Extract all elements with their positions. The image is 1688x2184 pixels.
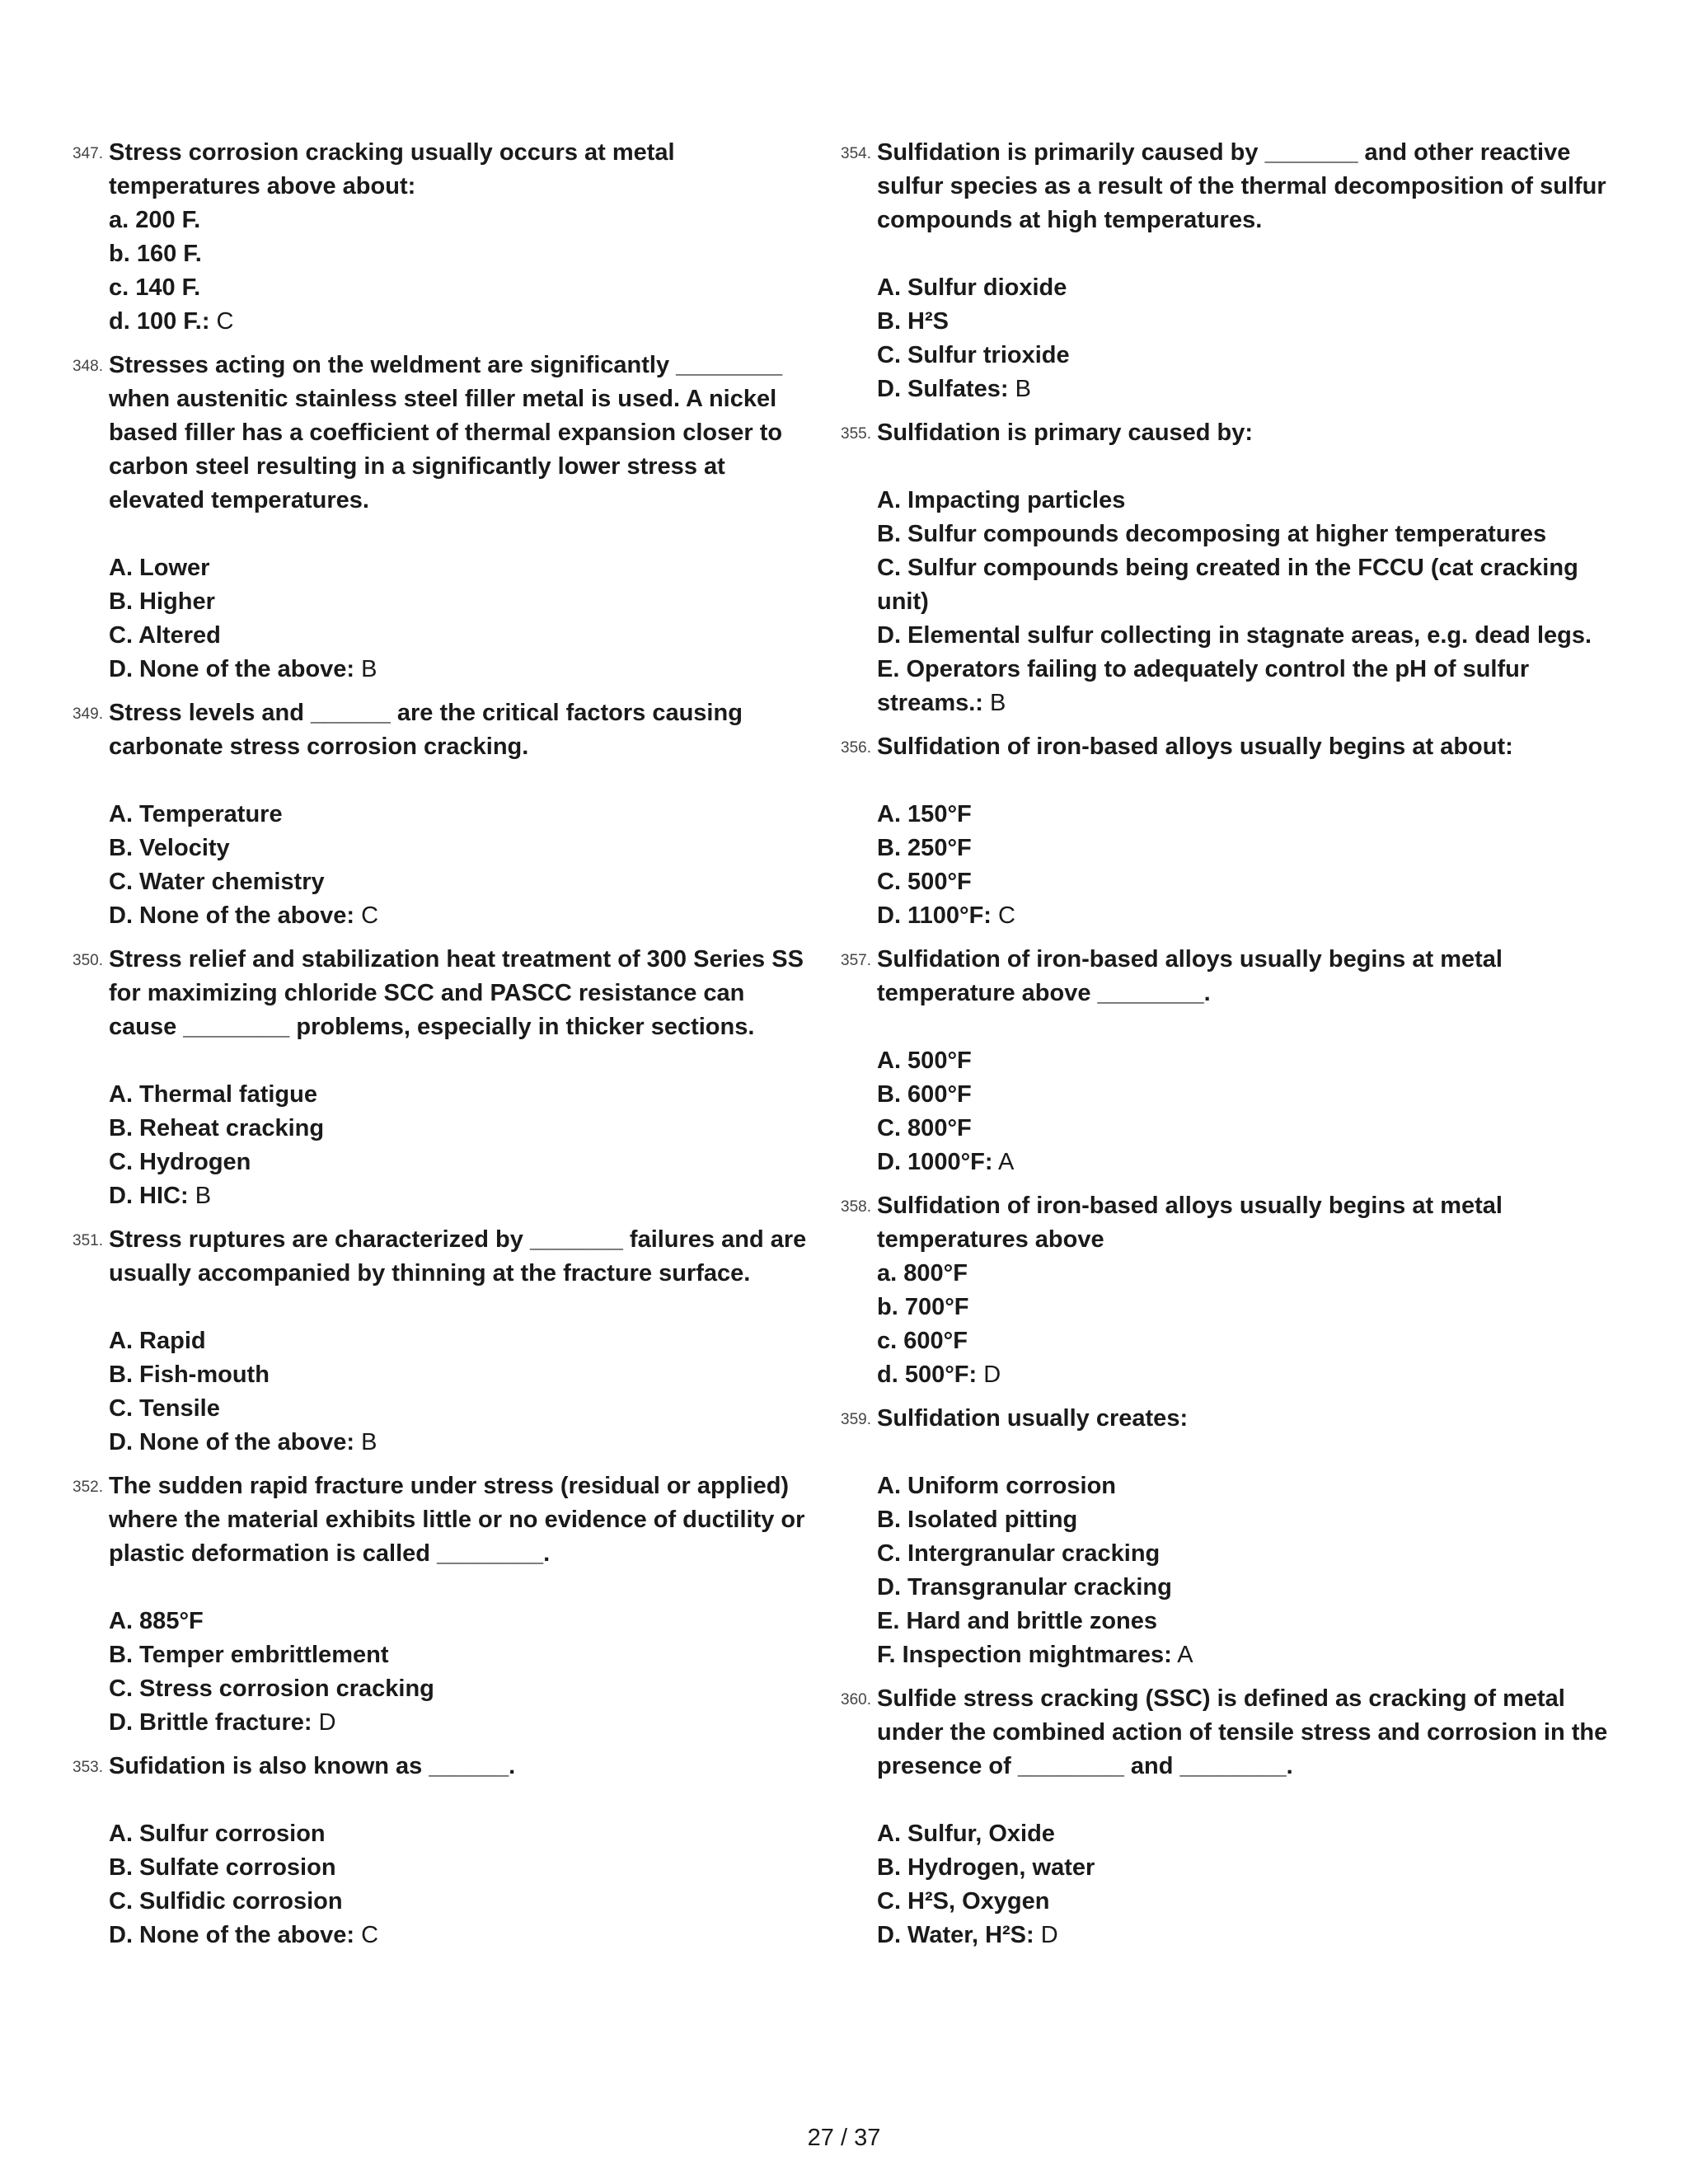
question-number: 359.	[841, 1411, 871, 1428]
option-label: C. Stress corrosion cracking	[109, 1675, 434, 1702]
option-label: A. Uniform corrosion	[877, 1473, 1117, 1499]
question-number: 360.	[841, 1691, 871, 1708]
answer-option	[877, 899, 1615, 933]
option-label: B. Reheat cracking	[109, 1115, 325, 1141]
answer-option	[877, 798, 1615, 832]
option-label: D. Brittle fracture:	[109, 1709, 312, 1736]
correct-answer: D	[977, 1361, 1001, 1388]
option-label: D. 1100°F:	[877, 902, 992, 929]
correct-answer: A	[992, 1149, 1015, 1175]
question-item	[841, 136, 1615, 406]
question-number: 355.	[841, 425, 871, 443]
answer-options	[841, 1817, 1615, 1952]
answer-option	[877, 1358, 1615, 1392]
correct-answer: C	[991, 902, 1015, 929]
question-text: Stress corrosion cracking usually occurs at metal temperatures above about:	[109, 139, 675, 199]
answer-option	[877, 1851, 1615, 1885]
answer-option	[109, 832, 814, 865]
question-text: Sulfide stress cracking (SSC) is defined as cracking of metal under the combined action of tensile stress and corrosion in the presence of ________ and ________.	[877, 1685, 1608, 1779]
option-label: A. 885°F	[109, 1608, 204, 1634]
question-text: Sulfidation usually creates:	[877, 1405, 1189, 1432]
correct-answer: D	[312, 1709, 336, 1736]
question-text: Sulfidation of iron-based alloys usually begins at metal temperatures above	[877, 1193, 1503, 1253]
answer-option	[877, 373, 1615, 406]
answer-option	[877, 1817, 1615, 1851]
option-label: E. Operators failing to adequately control the pH of sulfur streams.:	[877, 656, 1530, 716]
question-stem	[841, 1402, 1615, 1436]
answer-option	[877, 653, 1615, 720]
option-label: a. 200 F.	[109, 207, 201, 233]
question-number: 353.	[73, 1759, 103, 1776]
option-label: A. Rapid	[109, 1328, 206, 1354]
question-stem	[841, 1189, 1615, 1257]
question-text: Stresses acting on the weldment are significantly ________ when austenitic stainless steel filler metal is used. A nickel based filler has a coefficient of thermal expansion closer to carbon steel resulting in a significantly lower stress at elevated temperatures.	[109, 352, 783, 513]
option-label: D. Transgranular cracking	[877, 1574, 1172, 1601]
question-item	[73, 136, 814, 339]
question-stem	[73, 136, 814, 204]
answer-option	[877, 1537, 1615, 1571]
right-column	[841, 136, 1615, 1962]
question-number: 356.	[841, 739, 871, 757]
option-label: D. HIC:	[109, 1183, 189, 1209]
answer-option	[877, 1291, 1615, 1324]
answer-options	[73, 1324, 814, 1460]
question-number: 348.	[73, 358, 103, 375]
question-stem	[73, 1223, 814, 1291]
answer-option	[877, 484, 1615, 518]
question-number: 358.	[841, 1198, 871, 1216]
answer-option	[877, 518, 1615, 551]
question-item	[841, 1189, 1615, 1392]
answer-option	[109, 798, 814, 832]
question-text: Sufidation is also known as ______.	[109, 1753, 516, 1779]
answer-option	[877, 1112, 1615, 1146]
left-column	[73, 136, 814, 1962]
answer-option	[877, 619, 1615, 653]
correct-answer: B	[354, 656, 377, 682]
answer-option	[877, 339, 1615, 373]
answer-option	[109, 1179, 814, 1213]
option-label: D. 1000°F:	[877, 1149, 993, 1175]
question-item	[73, 943, 814, 1213]
option-label: c. 600°F	[877, 1328, 968, 1354]
question-number: 351.	[73, 1232, 103, 1249]
correct-answer: C	[354, 902, 379, 929]
question-number: 349.	[73, 705, 103, 723]
question-item	[841, 943, 1615, 1179]
answer-option	[877, 1469, 1615, 1503]
correct-answer: C	[209, 308, 234, 335]
question-text: Sulfidation is primary caused by:	[877, 419, 1254, 446]
option-label: B. Higher	[109, 588, 215, 615]
answer-options	[73, 551, 814, 687]
correct-answer: B	[188, 1183, 212, 1209]
answer-option	[877, 1503, 1615, 1537]
answer-option	[109, 1672, 814, 1706]
question-stem	[841, 136, 1615, 237]
option-label: A. Lower	[109, 555, 210, 581]
question-item	[73, 1223, 814, 1460]
question-item	[73, 1469, 814, 1740]
answer-options	[73, 204, 814, 339]
answer-options	[841, 484, 1615, 720]
answer-option	[109, 1392, 814, 1426]
option-label: B. Temper embrittlement	[109, 1642, 389, 1668]
question-text: Sulfidation of iron-based alloys usually begins at metal temperature above ________.	[877, 946, 1503, 1006]
answer-option	[109, 865, 814, 899]
option-label: b. 160 F.	[109, 241, 202, 267]
answer-option	[877, 551, 1615, 619]
question-number: 354.	[841, 145, 871, 162]
option-label: B. H²S	[877, 308, 949, 335]
answer-option	[109, 1078, 814, 1112]
option-label: A. Sulfur corrosion	[109, 1821, 326, 1847]
correct-answer: B	[354, 1429, 377, 1455]
answer-option	[109, 1605, 814, 1638]
answer-options	[73, 1817, 814, 1952]
question-text: Sulfidation is primarily caused by _______ and other reactive sulfur species as a result of the thermal decomposition of sulfur compounds at high temperatures.	[877, 139, 1606, 233]
answer-option	[877, 1078, 1615, 1112]
answer-options	[73, 1605, 814, 1740]
answer-option	[109, 1426, 814, 1460]
answer-options	[841, 1044, 1615, 1179]
question-item	[73, 1750, 814, 1952]
option-label: d. 500°F:	[877, 1361, 978, 1388]
answer-option	[877, 1324, 1615, 1358]
question-item	[841, 1682, 1615, 1952]
question-text: Stress levels and ______ are the critical factors causing carbonate stress corrosion cracking.	[109, 700, 743, 760]
answer-options	[841, 271, 1615, 406]
answer-option	[877, 1638, 1615, 1672]
option-label: C. Sulfur trioxide	[877, 342, 1070, 368]
question-text: Stress relief and stabilization heat treatment of 300 Series SS for maximizing chloride SCC and PASCC resistance can cause ________ problems, especially in thicker sections.	[109, 946, 804, 1040]
correct-answer: C	[354, 1922, 379, 1948]
question-stem	[73, 943, 814, 1044]
answer-option	[877, 1571, 1615, 1605]
answer-option	[109, 1706, 814, 1740]
option-label: B. Velocity	[109, 835, 230, 861]
correct-answer: A	[1171, 1642, 1193, 1668]
answer-option	[109, 585, 814, 619]
option-label: c. 140 F.	[109, 274, 201, 301]
answer-option	[877, 305, 1615, 339]
option-label: C. Sulfidic corrosion	[109, 1888, 343, 1915]
answer-options	[841, 1469, 1615, 1672]
answer-option	[109, 653, 814, 687]
option-label: C. Sulfur compounds being created in the FCCU (cat cracking unit)	[877, 555, 1578, 615]
answer-option	[877, 1605, 1615, 1638]
option-label: A. Impacting particles	[877, 487, 1126, 513]
option-label: D. None of the above:	[109, 902, 355, 929]
option-label: B. 600°F	[877, 1081, 972, 1108]
option-label: C. Tensile	[109, 1395, 220, 1422]
question-item	[73, 696, 814, 933]
question-stem	[73, 1469, 814, 1571]
option-label: B. Sulfate corrosion	[109, 1854, 336, 1881]
option-label: B. Hydrogen, water	[877, 1854, 1095, 1881]
question-text: The sudden rapid fracture under stress (residual or applied) where the material exhibits little or no evidence of ductility or plastic deformation is called ________.	[109, 1473, 805, 1567]
option-label: D. None of the above:	[109, 656, 355, 682]
question-number: 347.	[73, 145, 103, 162]
question-number: 357.	[841, 952, 871, 969]
option-label: C. 500°F	[877, 869, 972, 895]
question-stem	[841, 943, 1615, 1010]
answer-option	[109, 1638, 814, 1672]
answer-option	[109, 1146, 814, 1179]
question-stem	[841, 416, 1615, 450]
answer-option	[877, 1146, 1615, 1179]
question-item	[841, 416, 1615, 720]
answer-option	[877, 1044, 1615, 1078]
answer-option	[109, 551, 814, 585]
answer-option	[109, 619, 814, 653]
answer-option	[109, 237, 814, 271]
question-number: 350.	[73, 952, 103, 969]
answer-option	[877, 865, 1615, 899]
option-label: D. Sulfates:	[877, 376, 1009, 402]
option-label: A. 150°F	[877, 801, 972, 827]
question-number: 352.	[73, 1479, 103, 1496]
option-label: B. Fish-mouth	[109, 1361, 270, 1388]
answer-option	[877, 1919, 1615, 1952]
answer-options	[841, 1257, 1615, 1392]
page-number: 27 / 37	[807, 2125, 881, 2151]
question-stem	[73, 696, 814, 764]
answer-option	[109, 271, 814, 305]
answer-option	[109, 1919, 814, 1952]
option-label: C. 800°F	[877, 1115, 972, 1141]
option-label: A. Temperature	[109, 801, 283, 827]
option-label: D. Elemental sulfur collecting in stagnate areas, e.g. dead legs.	[877, 622, 1592, 649]
option-label: F. Inspection mightmares:	[877, 1642, 1172, 1668]
question-text: Sulfidation of iron-based alloys usually begins at about:	[877, 733, 1513, 760]
option-label: a. 800°F	[877, 1260, 968, 1286]
answer-options	[841, 798, 1615, 933]
answer-option	[109, 1358, 814, 1392]
question-item	[841, 1402, 1615, 1672]
option-label: D. None of the above:	[109, 1922, 355, 1948]
answer-option	[877, 1257, 1615, 1291]
answer-option	[877, 1885, 1615, 1919]
answer-option	[109, 1817, 814, 1851]
question-item	[73, 349, 814, 687]
answer-option	[877, 271, 1615, 305]
question-stem	[73, 349, 814, 518]
question-item	[841, 730, 1615, 933]
option-label: A. Sulfur, Oxide	[877, 1821, 1055, 1847]
option-label: C. Water chemistry	[109, 869, 325, 895]
question-text: Stress ruptures are characterized by _______ failures and are usually accompanied by thinning at the fracture surface.	[109, 1226, 807, 1286]
answer-options	[73, 1078, 814, 1213]
option-label: D. None of the above:	[109, 1429, 355, 1455]
option-label: E. Hard and brittle zones	[877, 1608, 1157, 1634]
option-label: C. Hydrogen	[109, 1149, 251, 1175]
option-label: A. Thermal fatigue	[109, 1081, 317, 1108]
answer-option	[109, 1885, 814, 1919]
option-label: B. Isolated pitting	[877, 1507, 1078, 1533]
answer-option	[877, 832, 1615, 865]
option-label: d. 100 F.:	[109, 308, 210, 335]
option-label: C. Altered	[109, 622, 221, 649]
option-label: B. Sulfur compounds decomposing at higher temperatures	[877, 521, 1547, 547]
answer-option	[109, 204, 814, 237]
correct-answer: B	[1008, 376, 1031, 402]
answer-option	[109, 899, 814, 933]
answer-option	[109, 305, 814, 339]
option-label: D. Water, H²S:	[877, 1922, 1034, 1948]
option-label: C. Intergranular cracking	[877, 1540, 1160, 1567]
answer-option	[109, 1112, 814, 1146]
question-stem	[73, 1750, 814, 1783]
correct-answer: B	[982, 690, 1006, 716]
answer-options	[73, 798, 814, 933]
answer-option	[109, 1851, 814, 1885]
answer-option	[109, 1324, 814, 1358]
option-label: b. 700°F	[877, 1294, 969, 1320]
correct-answer: D	[1034, 1922, 1058, 1948]
option-label: B. 250°F	[877, 835, 972, 861]
option-label: A. 500°F	[877, 1047, 972, 1074]
question-stem	[841, 730, 1615, 764]
option-label: A. Sulfur dioxide	[877, 274, 1067, 301]
question-stem	[841, 1682, 1615, 1783]
option-label: C. H²S, Oxygen	[877, 1888, 1050, 1915]
